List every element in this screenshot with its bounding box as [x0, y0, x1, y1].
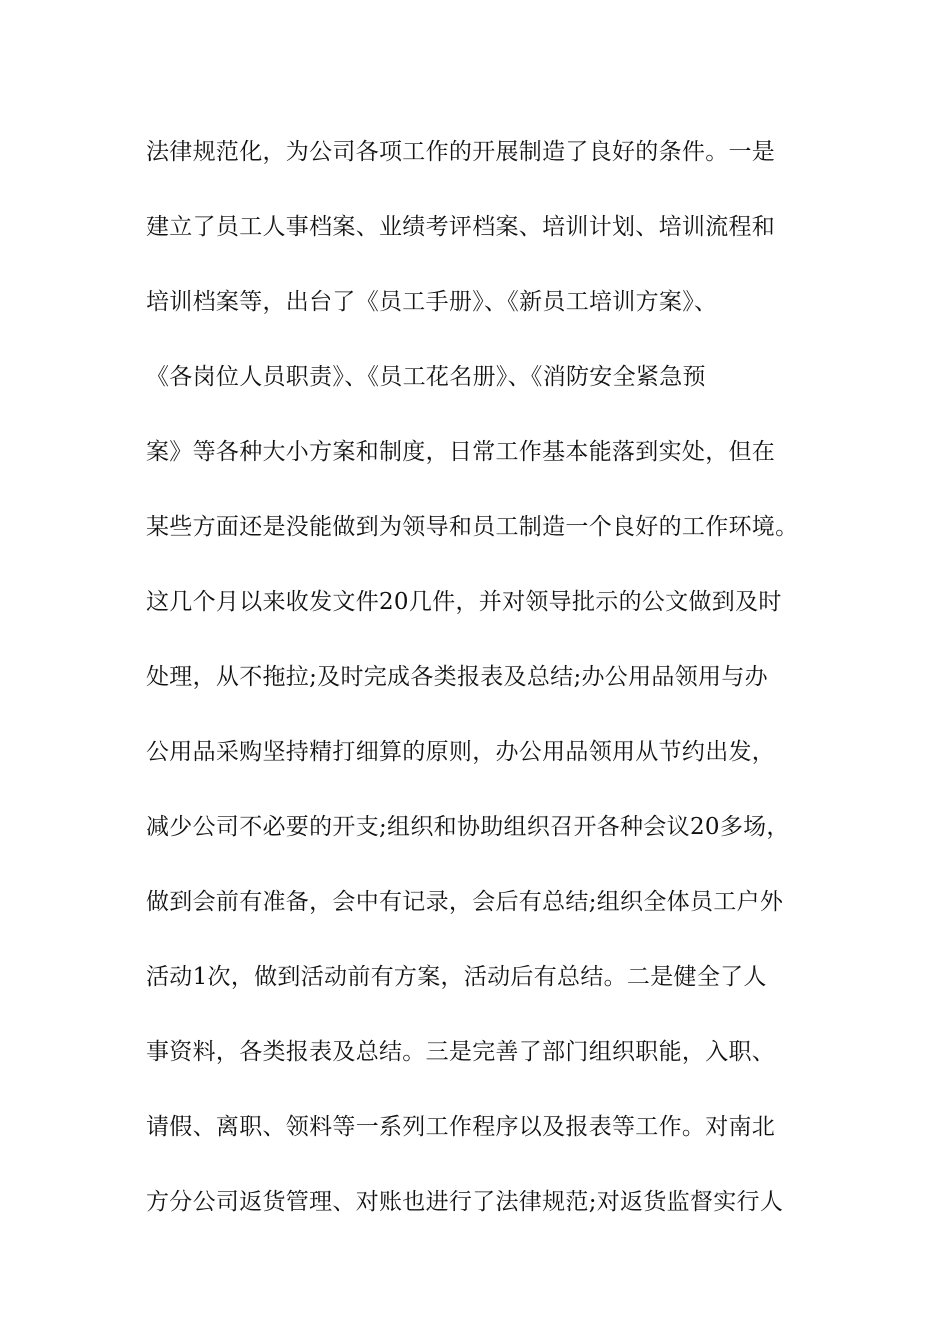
text-line: 公用品采购坚持精打细算的原则，办公用品领用从节约出发， [146, 739, 776, 765]
text-line: 做到会前有准备，会中有记录，会后有总结;组织全体员工户外 [146, 889, 784, 915]
text-line: 法律规范化，为公司各项工作的开展制造了良好的条件。一是 [146, 139, 776, 165]
text-line: 活动1次，做到活动前有方案，活动后有总结。二是健全了人 [146, 964, 767, 990]
text-line: 某些方面还是没能做到为领导和员工制造一个良好的工作环境。 [146, 514, 799, 540]
text-line: 请假、离职、领料等一系列工作程序以及报表等工作。对南北 [146, 1114, 776, 1140]
text-line: 事资料，各类报表及总结。三是完善了部门组织职能，入职、 [146, 1039, 776, 1065]
text-line: 案》等各种大小方案和制度，日常工作基本能落到实处，但在 [146, 439, 776, 465]
text-line: 这几个月以来收发文件20几件，并对领导批示的公文做到及时 [146, 589, 782, 615]
text-line: 《各岗位人员职责》、《员工花名册》、《消防安全紧急预 [146, 364, 706, 390]
text-line: 建立了员工人事档案、业绩考评档案、培训计划、培训流程和 [146, 214, 776, 240]
text-line: 方分公司返货管理、对账也进行了法律规范;对返货监督实行人 [146, 1189, 784, 1215]
text-line: 处理，从不拖拉;及时完成各类报表及总结;办公用品领用与办 [146, 664, 768, 690]
text-line: 减少公司不必要的开支;组织和协助组织召开各种会议20多场， [146, 814, 790, 840]
text-line: 培训档案等，出台了《员工手册》、《新员工培训方案》、 [146, 289, 718, 315]
body-text [146, 130, 826, 1255]
